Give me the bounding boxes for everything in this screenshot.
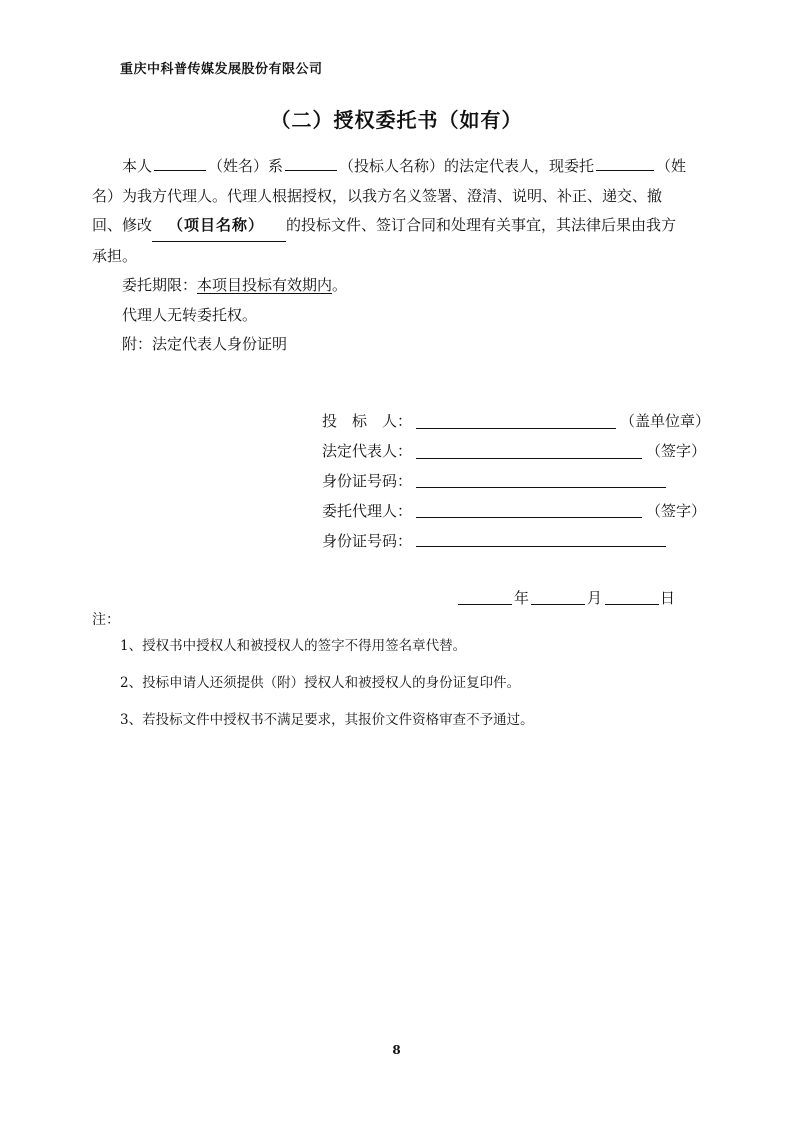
text-segment: 回、修改 <box>92 216 153 234</box>
text-segment: 的投标文件、签订合同和处理有关事宜，其法律后果由我方 <box>286 216 677 234</box>
year-blank <box>458 604 512 605</box>
page-number: 8 <box>392 1043 401 1057</box>
id-number-line-1 <box>416 487 666 488</box>
bidder-label: 投 标 人： <box>322 412 413 430</box>
attachment-statement: 附：法定代表人身份证明 <box>122 335 288 353</box>
period-end: 。 <box>332 276 348 294</box>
id-number-label-2: 身份证号码： <box>322 532 413 550</box>
period-label: 委托期限： <box>122 276 198 294</box>
authorization-paragraph <box>92 152 704 360</box>
text-segment: （姓 <box>656 157 687 175</box>
legal-rep-note: （签字） <box>646 442 707 460</box>
bidder-line <box>416 428 616 429</box>
note-item: 2、投标申请人还须提供（附）授权人和被授权人的身份证复印件。 <box>120 675 521 691</box>
name-blank <box>154 156 206 171</box>
legal-rep-line <box>416 458 642 459</box>
agent-note: （签字） <box>646 502 707 520</box>
paragraph-line-1 <box>92 152 704 182</box>
day-label: 日 <box>660 589 676 607</box>
paragraph-line-2: 名）为我方代理人。代理人根据授权，以我方名义签署、澄清、说明、补正、递交、撤 <box>92 186 663 205</box>
company-header: 重庆中科普传媒发展股份有限公司 <box>120 62 323 77</box>
paragraph-line-4: 承担。 <box>92 246 138 265</box>
agent-line <box>416 517 642 518</box>
project-name-placeholder: （项目名称） <box>152 211 286 242</box>
authorization-period <box>92 271 704 301</box>
period-value: 本项目投标有效期内 <box>197 276 333 294</box>
text-segment: （投标人名称）的法定代表人，现委托 <box>339 157 595 175</box>
paragraph-line-3 <box>92 211 704 242</box>
agent-name-blank <box>596 156 654 171</box>
agent-label: 委托代理人： <box>322 502 413 520</box>
notes-title: 注： <box>92 612 120 628</box>
legal-rep-label: 法定代表人： <box>322 442 413 460</box>
month-label: 月 <box>587 589 603 607</box>
id-number-label-1: 身份证号码： <box>322 472 413 490</box>
no-transfer-statement: 代理人无转委托权。 <box>122 305 258 324</box>
note-item: 1、授权书中授权人和被授权人的签字不得用签名章代替。 <box>120 638 467 654</box>
text-segment: 本人 <box>122 157 153 175</box>
bidder-name-blank <box>285 156 337 171</box>
year-label: 年 <box>514 589 530 607</box>
month-blank <box>531 604 585 605</box>
id-number-line-2 <box>416 546 666 547</box>
bidder-note: （盖单位章） <box>620 412 711 430</box>
document-title: （二）授权委托书（如有） <box>270 108 523 132</box>
text-segment: （姓名）系 <box>208 157 284 175</box>
day-blank <box>605 604 659 605</box>
note-item: 3、若投标文件中授权书不满足要求，其报价文件资格审查不予通过。 <box>120 712 534 728</box>
